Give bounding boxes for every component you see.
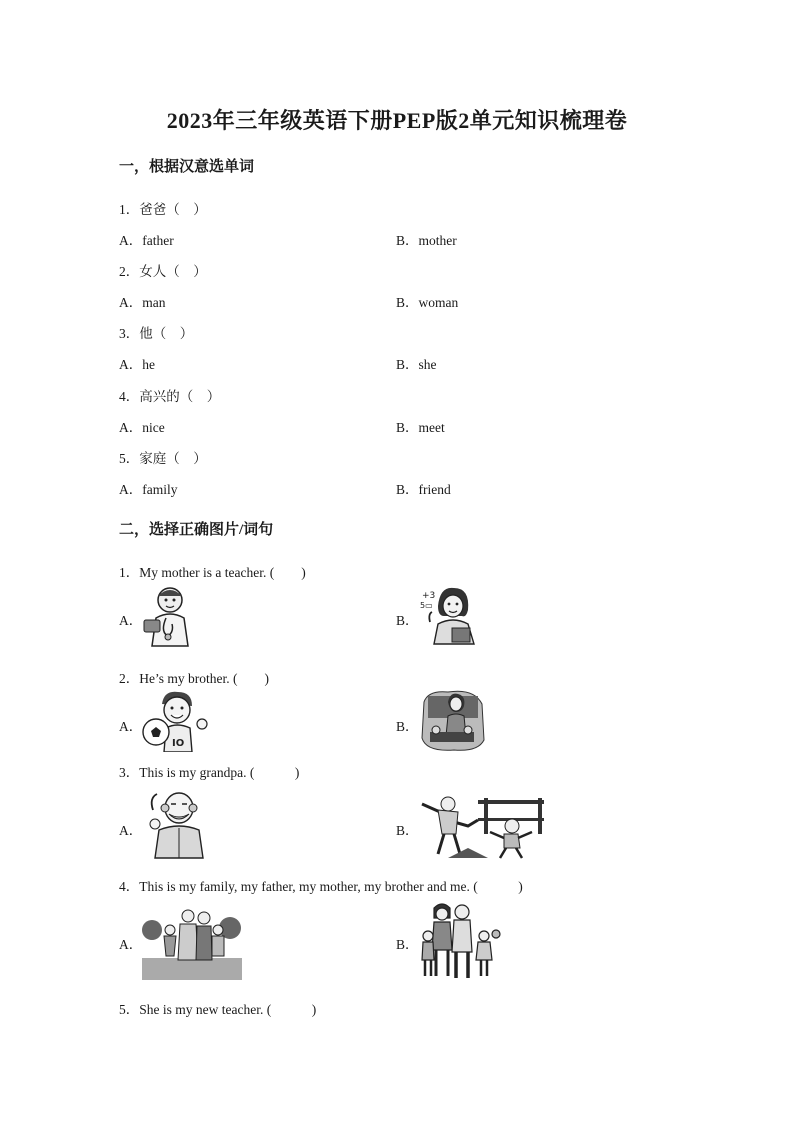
page-title: 2023年三年级英语下册PEP版2单元知识梳理卷 bbox=[166, 108, 628, 133]
s1-q3-option-b[interactable]: B．she bbox=[396, 357, 437, 372]
s1-q5-option-a[interactable]: A．family bbox=[119, 482, 178, 497]
section-1-heading: 一，根据汉意选单词 bbox=[119, 159, 255, 175]
grandpa-and-boy-exercising-picture[interactable] bbox=[418, 792, 548, 862]
s1-q1-stem: 1．爸爸（ ） bbox=[119, 202, 207, 217]
s1-q4-option-a[interactable]: A．nice bbox=[119, 420, 165, 435]
teacher-woman-picture[interactable] bbox=[418, 584, 478, 646]
s1-q2-option-a[interactable]: A．man bbox=[119, 295, 166, 310]
s2-q5-stem: 5．She is my new teacher. ( ) bbox=[119, 1002, 317, 1017]
s1-q3-option-a[interactable]: A．he bbox=[119, 357, 155, 372]
s2-q4-option-b[interactable]: B． bbox=[396, 937, 419, 952]
s1-q1-option-b[interactable]: B．mother bbox=[396, 233, 457, 248]
s1-q4-option-b[interactable]: B．meet bbox=[396, 420, 445, 435]
svg-text:5▭: 5▭ bbox=[420, 601, 433, 610]
s2-q3-option-b[interactable]: B． bbox=[396, 823, 419, 838]
s2-q2-option-b[interactable]: B． bbox=[396, 719, 419, 734]
family-of-four-picture[interactable] bbox=[418, 900, 502, 980]
s2-q1-option-b[interactable]: B． bbox=[396, 613, 419, 628]
s1-q3-stem: 3．他（ ） bbox=[119, 326, 194, 341]
family-in-park-picture[interactable] bbox=[142, 900, 242, 980]
s2-q4-stem: 4．This is my family, my father, my mother, my brother and me. ( ) bbox=[119, 879, 523, 894]
s2-q4-option-a[interactable]: A． bbox=[119, 937, 143, 952]
s1-q1-option-a[interactable]: A．father bbox=[119, 233, 174, 248]
s2-q3-stem: 3．This is my grandpa. ( ) bbox=[119, 765, 300, 780]
boy-with-football-picture[interactable] bbox=[142, 690, 208, 752]
s1-q2-option-b[interactable]: B．woman bbox=[396, 295, 459, 310]
s2-q1-option-a[interactable]: A． bbox=[119, 613, 143, 628]
s1-q5-stem: 5．家庭（ ） bbox=[119, 451, 207, 466]
s1-q4-stem: 4．高兴的（ ） bbox=[119, 389, 221, 404]
svg-text:IO: IO bbox=[172, 738, 185, 749]
grandpa-picture[interactable] bbox=[143, 790, 209, 860]
svg-text:+3: +3 bbox=[422, 591, 436, 601]
s2-q3-option-a[interactable]: A． bbox=[119, 823, 143, 838]
s2-q2-option-a[interactable]: A． bbox=[119, 719, 143, 734]
s2-q2-stem: 2．He’s my brother. ( ) bbox=[119, 671, 269, 686]
s1-q2-stem: 2．女人（ ） bbox=[119, 264, 207, 279]
girl-scene-picture[interactable] bbox=[418, 688, 486, 752]
doctor-man-picture[interactable] bbox=[138, 584, 194, 648]
section-2-heading: 二，选择正确图片/词句 bbox=[119, 522, 274, 538]
s2-q1-stem: 1．My mother is a teacher. ( ) bbox=[119, 565, 306, 580]
s1-q5-option-b[interactable]: B．friend bbox=[396, 482, 451, 497]
